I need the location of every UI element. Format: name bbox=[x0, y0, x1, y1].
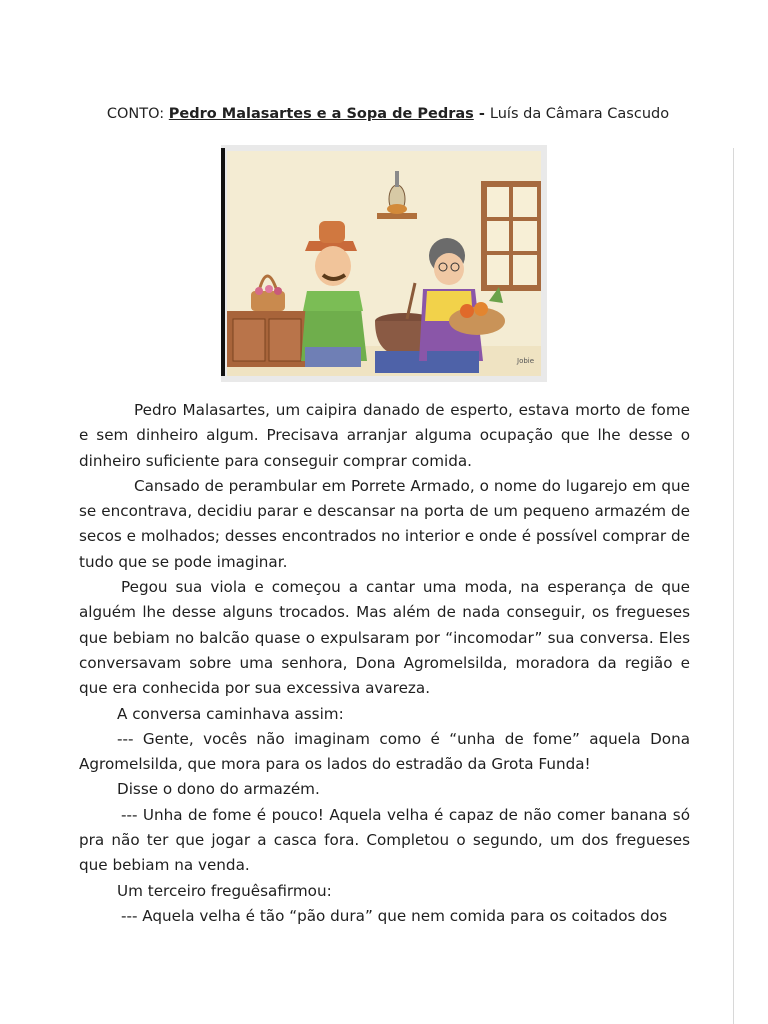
illustration-left-border bbox=[221, 148, 225, 376]
story-illustration bbox=[221, 145, 547, 382]
story-paragraph: --- Unha de fome é pouco! Aquela velha é capaz de não comer banana só pra não ter que jogar a casca fora. Completou o segundo, um dos fregueses que bebiam na venda. bbox=[79, 805, 690, 875]
title-prefix: CONTO: bbox=[106, 106, 169, 122]
story-paragraph: Disse o dono do armazém. bbox=[117, 780, 320, 799]
kitchen-scene-image bbox=[227, 151, 541, 376]
cabinet-icon bbox=[227, 311, 307, 367]
story-title: Pedro Malasartes e a Sopa de Pedras bbox=[168, 106, 474, 122]
story-text bbox=[79, 398, 690, 929]
story-paragraph: Pegou sua viola e começou a cantar uma moda, na esperança de que alguém lhe desse alguns trocados. Mas além de nada conseguir, os fregueses que bebiam no balcão quase o expulsaram por “incomodar” sua conversa. Eles conversavam sobre uma senhora, Dona Agromelsilda, moradora da região e que era conhecida por sua excessiva avareza. bbox=[79, 578, 690, 698]
page-edge-rule bbox=[733, 148, 734, 1024]
story-author: Luís da Câmara Cascudo bbox=[489, 106, 670, 122]
story-paragraph: A conversa caminhava assim: bbox=[117, 704, 344, 723]
story-paragraph: Um terceiro freguêsafirmou: bbox=[117, 881, 332, 900]
story-paragraph: --- Aquela velha é tão “pão dura” que nem comida para os coitados dos bbox=[121, 906, 668, 925]
title-separator: - bbox=[473, 106, 490, 122]
page-title bbox=[0, 106, 768, 122]
illustration-signature: Jobie bbox=[517, 357, 535, 365]
window-icon bbox=[481, 181, 541, 291]
story-paragraph: Cansado de perambular em Porrete Armado, o nome do lugarejo em que se encontrava, decidiu parar e descansar na porta de um pequeno armazém de secos e molhados; desses encontrados no interior e onde é possível comprar de tudo que se pode imaginar. bbox=[79, 476, 690, 571]
story-paragraph: --- Gente, vocês não imaginam como é “unha de fome” aquela Dona Agromelsilda, que mora para os lados do estradão da Grota Funda! bbox=[79, 729, 690, 774]
story-paragraph: Pedro Malasartes, um caipira danado de esperto, estava morto de fome e sem dinheiro algum. Precisava arranjar alguma ocupação que lhe desse o dinheiro suficiente para conseguir comprar comida. bbox=[79, 401, 690, 470]
